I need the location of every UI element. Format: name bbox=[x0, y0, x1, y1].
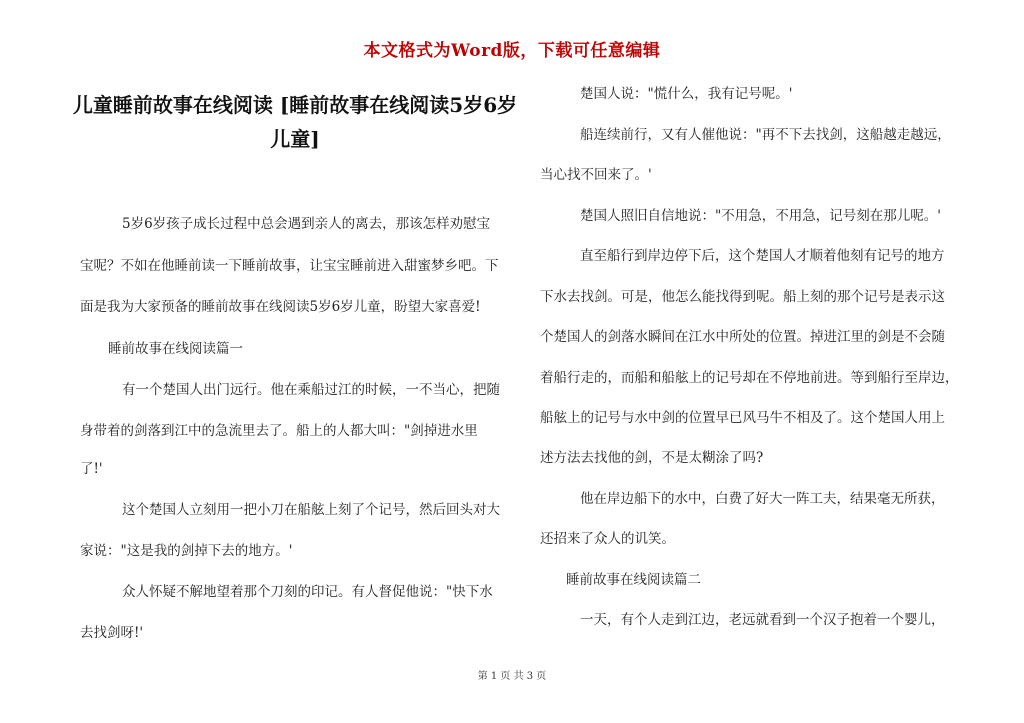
left-line-7: 这个楚国人立刻用一把小刀在船舷上刻了个记号，然后回头对大 bbox=[122, 502, 500, 518]
right-line-13: 一天，有个人走到江边，老远就看到一个汉子抱着一个婴儿， bbox=[580, 612, 945, 628]
right-line-0: 楚国人说："慌什么，我有记号呢。' bbox=[580, 86, 793, 102]
left-line-9: 众人怀疑不解地望着那个刀刻的印记。有人督促他说："快下水 bbox=[122, 584, 493, 600]
right-line-11: 还招来了众人的讥笑。 bbox=[540, 531, 675, 547]
right-line-1: 船连续前行，又有人催他说："再不下去找剑，这船越走越远， bbox=[580, 127, 951, 143]
left-line-4: 有一个楚国人出门远行。他在乘船过江的时候，一不当心，把随 bbox=[122, 382, 500, 398]
left-line-8: 家说："这是我的剑掉下去的地方。' bbox=[80, 543, 293, 559]
right-line-10: 他在岸边船下的水中，白费了好大一阵工夫，结果毫无所获， bbox=[580, 491, 945, 507]
title-line-1: 儿童睡前故事在线阅读 [睡前故事在线阅读5岁6岁 bbox=[72, 93, 518, 117]
left-line-2: 面是我为大家预备的睡前故事在线阅读5岁6岁儿童，盼望大家喜爱! bbox=[80, 299, 481, 315]
right-line-7: 着船行走的，而船和船舷上的记号却在不停地前进。等到船行至岸边， bbox=[540, 370, 959, 386]
left-line-10: 去找剑呀!' bbox=[80, 625, 144, 641]
right-line-9: 述方法去找他的剑，不是太糊涂了吗? bbox=[540, 450, 764, 466]
left-line-1: 宝呢？不如在他睡前读一下睡前故事，让宝宝睡前进入甜蜜梦乡吧。下 bbox=[80, 258, 499, 274]
document-banner: 本文格式为Word版，下载可任意编辑 bbox=[363, 41, 661, 61]
right-line-8: 船舷上的记号与水中剑的位置早已风马牛不相及了。这个楚国人用上 bbox=[540, 410, 945, 426]
page-footer: 第 1 页 共 3 页 bbox=[477, 671, 547, 682]
section-heading-1: 睡前故事在线阅读篇一 bbox=[108, 341, 243, 357]
right-line-4: 直至船行到岸边停下后，这个楚国人才顺着他刻有记号的地方 bbox=[580, 248, 945, 264]
right-line-2: 当心找不回来了。' bbox=[540, 167, 652, 183]
document-title bbox=[60, 88, 530, 156]
left-line-5: 身带着的剑落到江中的急流里去了。船上的人都大叫："剑掉进水里 bbox=[80, 423, 478, 439]
right-line-6: 个楚国人的剑落水瞬间在江水中所处的位置。掉进江里的剑是不会随 bbox=[540, 329, 945, 345]
title-line-2: 儿童] bbox=[270, 127, 320, 151]
right-line-5: 下水去找剑。可是，他怎么能找得到呢。船上刻的那个记号是表示这 bbox=[540, 289, 945, 305]
left-line-6: 了!' bbox=[80, 461, 103, 477]
section-heading-2: 睡前故事在线阅读篇二 bbox=[566, 572, 701, 588]
right-line-3: 楚国人照旧自信地说："不用急，不用急，记号刻在那儿呢。' bbox=[580, 208, 941, 224]
left-line-0: 5岁6岁孩子成长过程中总会遇到亲人的离去，那该怎样劝慰宝 bbox=[122, 216, 491, 232]
